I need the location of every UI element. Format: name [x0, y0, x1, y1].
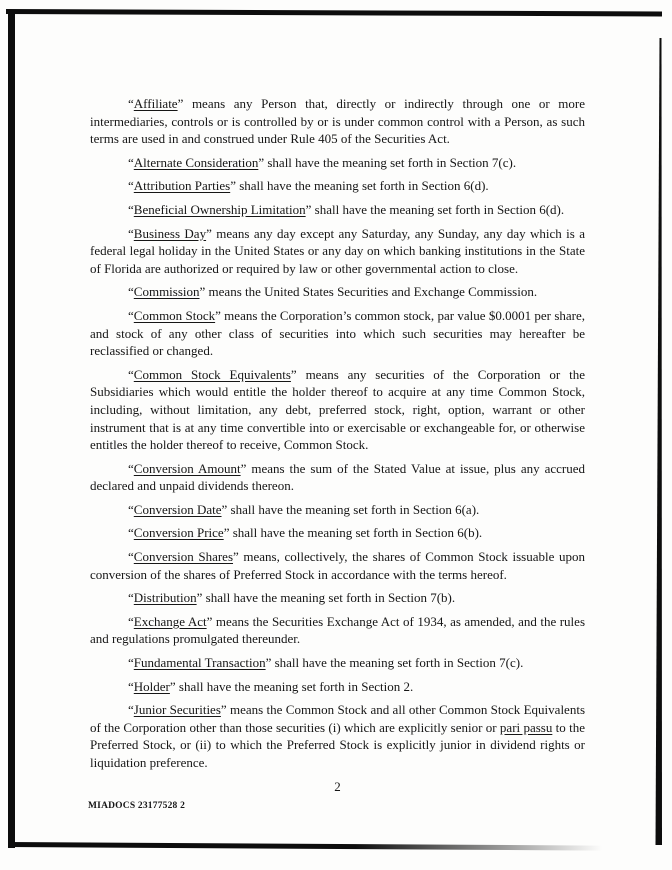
definition-paragraph: [90, 225, 585, 278]
paragraph-text: “: [128, 178, 134, 194]
defined-term: Distribution: [133, 590, 197, 606]
defined-term: Junior Securities: [133, 702, 221, 718]
document-body: [90, 95, 585, 816]
defined-term: Fundamental Transaction: [133, 655, 266, 671]
defined-term: Conversion Date: [133, 501, 222, 517]
paragraph-text: ” means the Common Stock and all other Common Stock Equivalents of the Corporation other than those securities (i) which are explicitly senior or: [90, 702, 585, 735]
definition-paragraph: [90, 701, 585, 771]
scan-edge-top: [6, 9, 662, 17]
paragraph-text: “: [128, 366, 134, 382]
paragraph-text: “: [128, 678, 134, 694]
defined-term: Commission: [133, 284, 200, 300]
paragraph-text: ” means the Securities Exchange Act of 1934, as amended, and the rules and regulations promulgated thereunder.: [90, 613, 585, 647]
definition-paragraph: [90, 307, 585, 360]
paragraph-text: to the Preferred Stock, or (ii) to which the Preferred Stock is explicitly junior in dividend rights or liquidation preference.: [90, 719, 585, 770]
paragraph-text: ” shall have the meaning set forth in Section 2.: [169, 678, 414, 694]
paragraph-text: “: [128, 655, 134, 671]
paragraph-text: ” means the sum of the Stated Value at issue, plus any accrued declared and unpaid dividends thereon.: [90, 460, 585, 494]
paragraph-text: ” shall have the meaning set forth in Section 7(c).: [258, 154, 517, 170]
paragraph-text: ” means any Person that, directly or indirectly through one or more intermediaries, controls or is controlled by or is under common control with a Person, as such terms are used in and construed under Rule 405 of the Securities Act.: [90, 96, 585, 147]
paragraph-text: “: [128, 307, 134, 323]
defined-term: Attribution Parties: [133, 178, 231, 194]
paragraph-text: “: [128, 613, 134, 629]
definition-paragraph: [90, 524, 585, 542]
paragraph-text: “: [128, 96, 134, 111]
defined-term: Affiliate: [133, 96, 178, 111]
paragraph-text: ” means any day except any Saturday, any Sunday, any day which is a federal legal holiday in the United States or any day on which banking institutions in the State of Florida are authorized or required by law or other governmental action to close.: [90, 225, 585, 276]
paragraph-text: “: [128, 525, 134, 541]
definition-paragraph: [90, 201, 585, 219]
paragraph-text: ” shall have the meaning set forth in Section 6(d).: [230, 178, 489, 194]
paragraph-text: “: [128, 590, 134, 606]
definition-paragraph: [90, 678, 585, 696]
defined-term: Alternate Consideration: [133, 154, 259, 170]
defined-term: Common Stock: [133, 307, 216, 323]
defined-term: Conversion Shares: [133, 549, 234, 565]
paragraph-text: “: [128, 501, 134, 517]
defined-term: Exchange Act: [133, 613, 207, 629]
paragraph-text: “: [128, 201, 134, 217]
defined-term: Holder: [133, 678, 170, 694]
paragraph-text: ” shall have the meaning set forth in Section 6(d).: [305, 201, 565, 217]
definition-paragraph: [90, 366, 585, 454]
paragraph-text: ” shall have the meaning set forth in Section 6(b).: [223, 525, 483, 541]
defined-term: Common Stock Equivalents: [133, 366, 291, 382]
page-number: 2: [334, 778, 341, 794]
definition-paragraph: [90, 501, 585, 519]
definitions-list: [90, 95, 585, 772]
paragraph-text: “: [128, 549, 134, 565]
paragraph-text: ” means the Corporation’s common stock, par value $0.0001 per share, and stock of any other class of securities into which such securities may hereafter be reclassified or changed.: [90, 307, 585, 359]
defined-term: pari passu: [499, 719, 553, 735]
definition-paragraph: [90, 95, 585, 148]
paragraph-text: ” means the United States Securities and Exchange Commission.: [199, 284, 538, 300]
paragraph-text: ” shall have the meaning set forth in Section 7(b).: [196, 590, 456, 606]
paragraph-text: ” means, collectively, the shares of Common Stock issuable upon conversion of the shares of Preferred Stock in accordance with the terms hereof.: [90, 549, 585, 582]
definition-paragraph: [90, 460, 585, 495]
paragraph-text: “: [128, 284, 134, 300]
definition-paragraph: [90, 154, 585, 172]
definition-paragraph: [90, 548, 585, 583]
paragraph-text: “: [128, 225, 134, 241]
paragraph-text: ” means any securities of the Corporation or the Subsidiaries which would entitle the holder thereof to acquire at any time Common Stock, including, without limitation, any debt, preferred stock, right, option, warrant or other instrument that is at any time convertible into or exercisable or exchangeable for, or otherwise entitles the holder thereof to receive, Common Stock.: [90, 366, 585, 453]
defined-term: Business Day: [133, 225, 207, 241]
defined-term: Conversion Price: [133, 525, 224, 541]
defined-term: Beneficial Ownership Limitation: [133, 201, 306, 217]
scan-edge-left: [8, 11, 15, 848]
document-id-footer: MIADOCS 23177528 2: [88, 801, 186, 812]
defined-term: Conversion Amount: [133, 460, 241, 476]
definition-paragraph: [90, 589, 585, 607]
definition-paragraph: [90, 283, 585, 301]
definition-paragraph: [90, 654, 585, 672]
definition-paragraph: [90, 613, 585, 648]
scan-edge-bottom: [8, 842, 640, 851]
paragraph-text: “: [128, 460, 134, 476]
paragraph-text: ” shall have the meaning set forth in Section 6(a).: [221, 501, 480, 517]
paragraph-text: ” shall have the meaning set forth in Section 7(c).: [265, 655, 524, 671]
paragraph-text: “: [128, 702, 134, 718]
paragraph-text: “: [128, 154, 134, 170]
definition-paragraph: [90, 177, 585, 195]
